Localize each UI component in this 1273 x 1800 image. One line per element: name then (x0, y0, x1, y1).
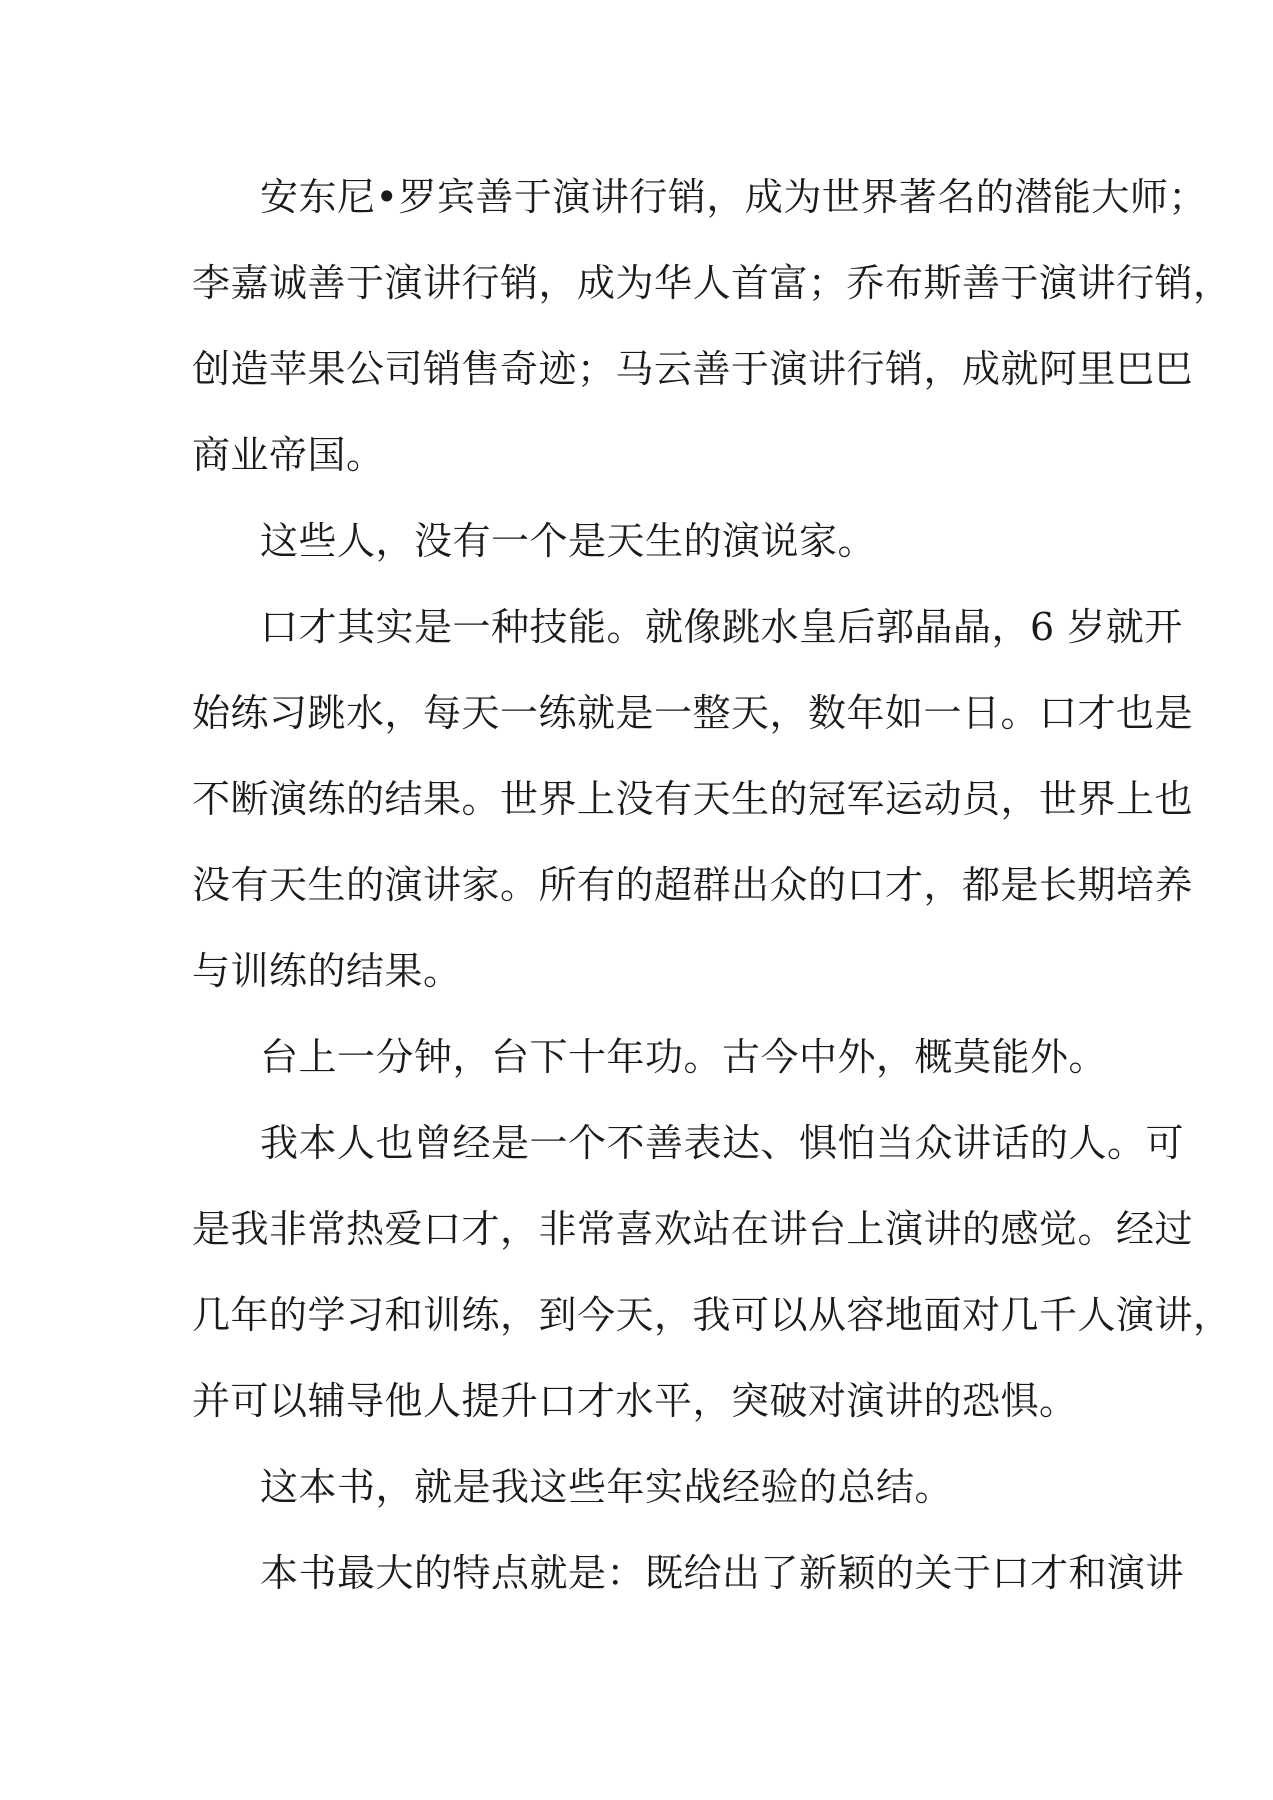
body-text (192, 154, 1232, 1616)
text-line: 没有天生的演讲家。所有的超群出众的口才，都是长期培养 (192, 863, 1194, 907)
paragraph (192, 1100, 1232, 1444)
text-line: 并可以辅导他人提升口才水平，突破对演讲的恐惧。 (192, 1379, 1078, 1423)
text-line: 不断演练的结果。世界上没有天生的冠军运动员，世界上也 (192, 777, 1194, 821)
text-line: 这本书，就是我这些年实战经验的总结。 (260, 1465, 954, 1509)
text-line: 商业帝国。 (192, 433, 385, 477)
paragraph (192, 584, 1194, 1014)
text-line: 台上一分钟，台下十年功。古今中外，概莫能外。 (260, 1035, 1108, 1079)
text-line: 这些人，没有一个是天生的演说家。 (260, 519, 877, 563)
text-line: 与训练的结果。 (192, 949, 462, 993)
text-line: 我本人也曾经是一个不善表达、惧怕当众讲话的人。可 (260, 1121, 1185, 1165)
paragraph (192, 1530, 1185, 1616)
text-line: 创造苹果公司销售奇迹；马云善于演讲行销，成就阿里巴巴 (192, 347, 1194, 391)
text-line: 始练习跳水，每天一练就是一整天，数年如一日。口才也是 (192, 691, 1194, 735)
text-line: 几年的学习和训练，到今天，我可以从容地面对几千人演讲， (192, 1293, 1232, 1337)
paragraph (192, 1444, 1080, 1530)
text-line: 安东尼•罗宾善于演讲行销，成为世界著名的潜能大师； (260, 175, 1207, 219)
text-line: 本书最大的特点就是：既给出了新颖的关于口才和演讲 (260, 1551, 1185, 1595)
text-line: 口才其实是一种技能。就像跳水皇后郭晶晶，6 岁就开 (260, 605, 1183, 649)
text-line: 李嘉诚善于演讲行销，成为华人首富；乔布斯善于演讲行销， (192, 261, 1232, 305)
text-line: 是我非常热爱口才，非常喜欢站在讲台上演讲的感觉。经过 (192, 1207, 1194, 1251)
paragraph (192, 1014, 1108, 1100)
paragraph (192, 154, 1232, 498)
paragraph (192, 498, 1080, 584)
